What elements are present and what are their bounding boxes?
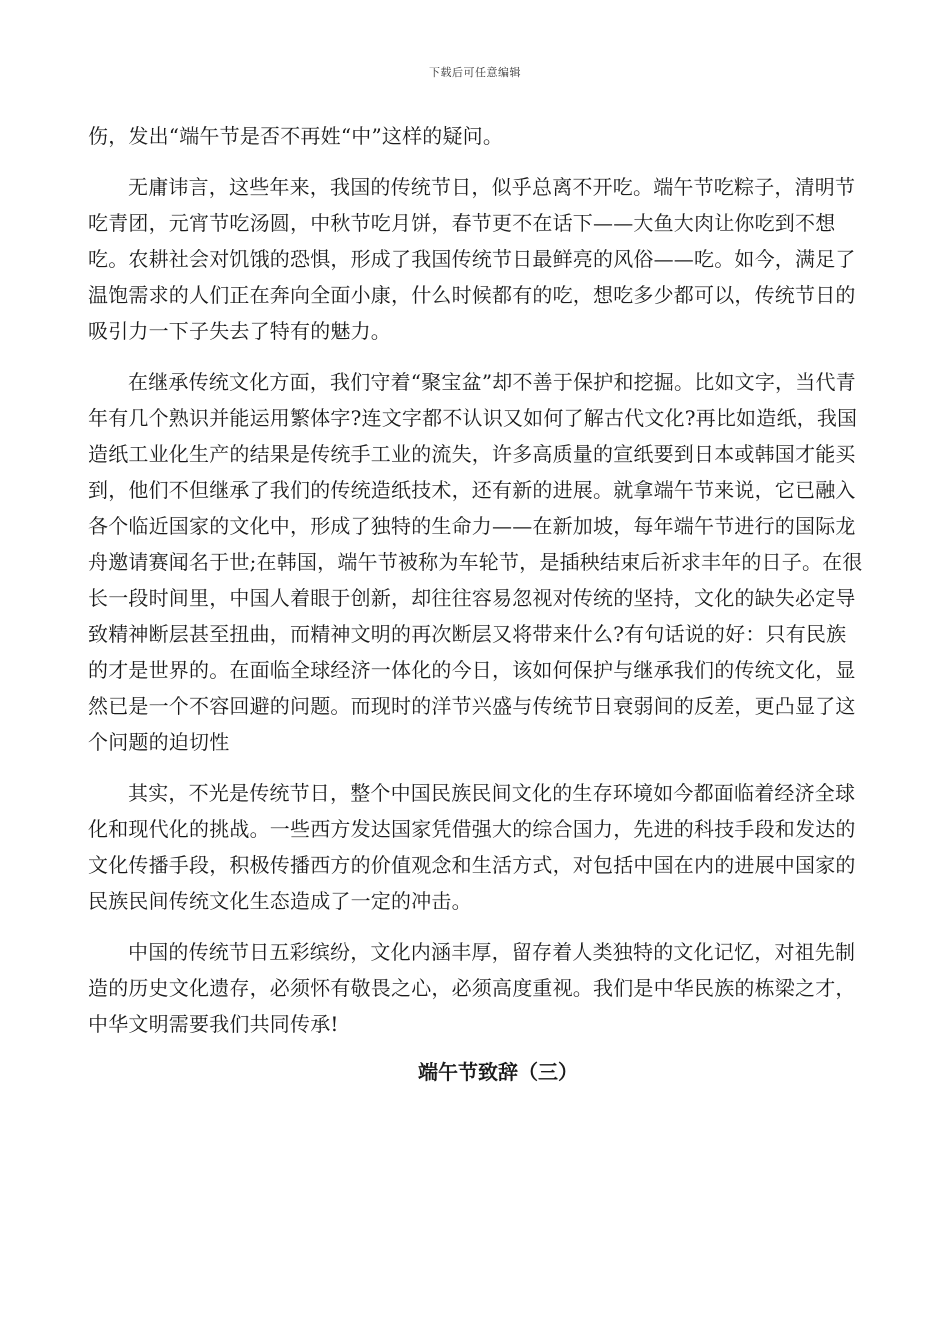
document-body — [88, 118, 864, 1090]
paragraph-5: 中国的传统节日五彩缤纷，文化内涵丰厚，留存着人类独特的文化记忆，对祖先制造的历史文化遗存，必须怀有敬畏之心，必须高度重视。我们是中华民族的栋梁之才，中华文明需要我们共同传承! — [88, 940, 856, 1036]
page-header-note: 下载后可任意编辑 — [429, 66, 521, 79]
paragraph-gap — [88, 919, 864, 934]
paragraph-3: 在继承传统文化方面，我们守着“聚宝盆”却不善于保护和挖掘。比如文字，当代青年有几个熟识并能运用繁体字?连文字都不认识又如何了解古代文化?再比如造纸，我国造纸工业化生产的结果是传统手工业的流失，许多高质量的宣纸要到日本或韩国才能买到，他们不但继承了我们的传统造纸技术，还有新的进展。就拿端午节来说，它已融入各个临近国家的文化中，形成了独特的生命力——在新加坡，每年端午节进行的国际龙舟邀请赛闻名于世;在韩国，端午节被称为车轮节，是插秧结束后祈求丰年的日子。在很长一段时间里，中国人着眼于创新，却往往容易忽视对传统的坚持，文化的缺失必定导致精神断层甚至扭曲，而精神文明的再次断层又将带来什么?有句话说的好：只有民族的才是世界的。在面临全球经济一体化的今日，该如何保护与继承我们的传统文化，显然已是一个不容回避的问题。而现时的洋节兴盛与传统节日衰弱间的反差，更凸显了这个问题的迫切性 — [88, 370, 863, 754]
paragraph-gap — [88, 760, 864, 775]
paragraph-4: 其实，不光是传统节日，整个中国民族民间文化的生存环境如今都面临着经济全球化和现代化的挑战。一些西方发达国家凭借强大的综合国力，先进的科技手段和发达的文化传播手段，积极传播西方的价值观念和生活方式，对包括中国在内的进展中国家的民族民间传统文化生态造成了一定的冲击。 — [88, 781, 856, 913]
paragraph-1: 伤，发出“端午节是否不再姓“中”这样的疑问。 — [88, 124, 504, 148]
paragraph-gap — [88, 349, 864, 364]
section-title: 端午节致辞（三） — [418, 1060, 578, 1084]
paragraph-gap — [88, 154, 864, 169]
paragraph-2: 无庸讳言，这些年来，我国的传统节日，似乎总离不开吃。端午节吃粽子，清明节吃青团，元宵节吃汤圆，中秋节吃月饼，春节更不在话下——大鱼大肉让你吃到不想吃。农耕社会对饥饿的恐惧，形成了我国传统节日最鲜亮的风俗——吃。如今，满足了温饱需求的人们正在奔向全面小康，什么时候都有的吃，想吃多少都可以，传统节日的吸引力一下子失去了特有的魅力。 — [88, 175, 856, 343]
